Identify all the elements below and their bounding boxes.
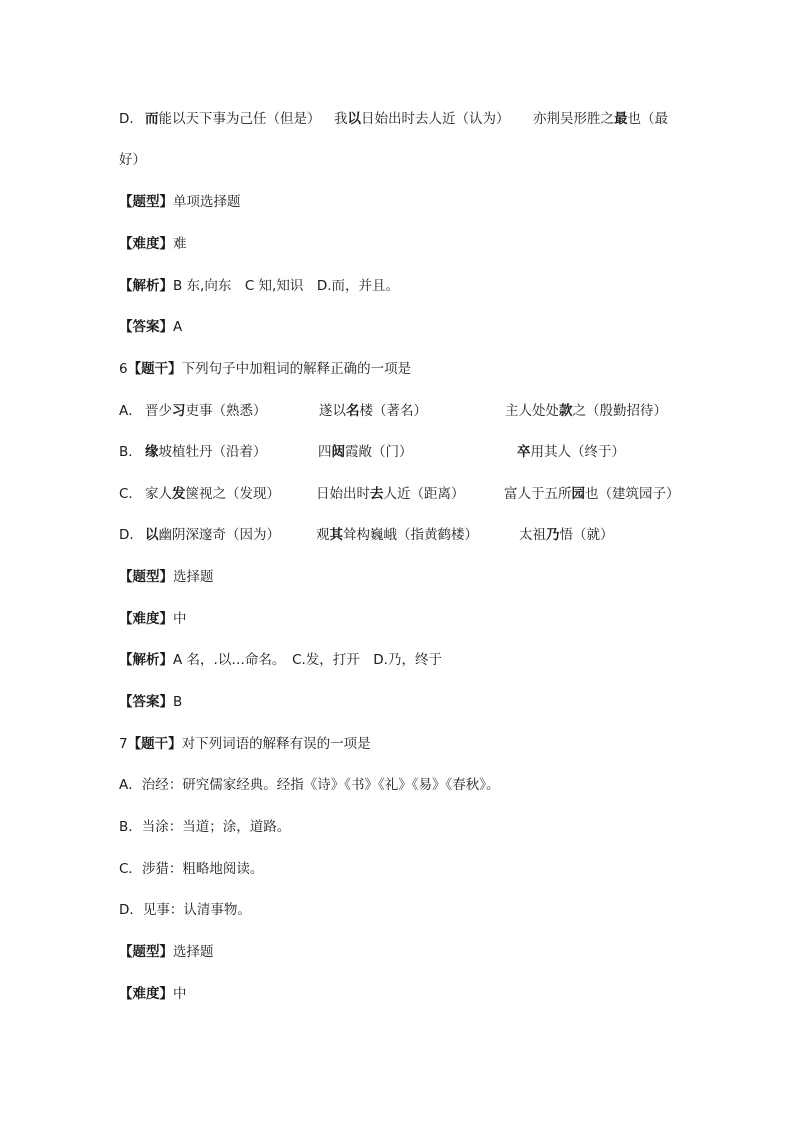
q6-analysis: 【解析】A 名，.以…命名。 C.发，打开 D.乃，终于 <box>119 652 442 668</box>
q5-answer: 【答案】A <box>119 319 183 335</box>
q7-option-d: D．见事：认清事物。 <box>119 902 251 918</box>
q7-option-c: C．涉猎：粗略地阅读。 <box>119 861 264 877</box>
q7-option-a: A．治经：研究儒家经典。经指《诗》《书》《礼》《易》《春秋》。 <box>119 777 500 793</box>
document-page: D． 而能以天下事为己任（但是） 我以日始出时去人近（认为） 亦荆吴形胜之最也（最 好） 【题型】单项选择题 【难度】难 【解析】B 东,向东 C 知,知识 D.而，并且。 【答案】A 6【题干】下列句子中加粗词的解释正确的一项是 A． 晋少习吏事（熟悉） 遂以名楼（著名） 主人处处款之（殷勤招待） B． 缘坡植牡丹（沿着） 四闼霞敞（门） 卒用其人（终于） C． 家人发箧视之（发现） 日始出时去人近（距离） 富人于五所园也（建筑园子） D． 以幽阴深邃奇（因为） 观其耸构巍峨（指黄鹤楼） 太祖乃悟（就） 【题型】选择题 【难度】中 【解析】A 名，.以…命名。 C.发，打开 D.乃，终于 【答案】B 7【题干】对下列词语的解释有误的一项是 A．治经：研究儒家经典。经指《诗》《书》《礼》《易》《春秋》。 B．当涂：当道；涂，道路。 C．涉猎：粗略地阅读。 D．见事：认清事物。 【题型】选择题 【难度】中 <box>119 111 680 1002</box>
q5-analysis: 【解析】B 东,向东 C 知,知识 D.而，并且。 <box>119 278 400 294</box>
q7-type: 【题型】选择题 <box>119 944 214 960</box>
option-part-3: 亦荆吴形胜之最也（最 <box>533 111 668 127</box>
question-number: 6 <box>119 361 128 377</box>
q7-difficulty: 【难度】中 <box>119 986 187 1002</box>
option-label: D． <box>119 111 143 127</box>
q5-difficulty: 【难度】难 <box>119 236 187 252</box>
q7-option-b: B．当涂：当道；涂，道路。 <box>119 819 291 835</box>
q6-answer: 【答案】B <box>119 694 183 710</box>
q5-option-d-continued: 好） <box>119 152 146 168</box>
q5-type: 【题型】单项选择题 <box>119 194 241 210</box>
q6-stem: 6【题干】下列句子中加粗词的解释正确的一项是 <box>119 361 412 377</box>
q6-type: 【题型】选择题 <box>119 569 214 585</box>
option-part-1: 而能以天下事为己任（但是） <box>145 111 321 127</box>
q6-difficulty: 【难度】中 <box>119 611 187 627</box>
q7-stem: 7【题干】对下列词语的解释有误的一项是 <box>119 736 371 752</box>
question-number: 7 <box>119 736 128 752</box>
option-part-2: 我以日始出时去人近（认为） <box>334 111 510 127</box>
